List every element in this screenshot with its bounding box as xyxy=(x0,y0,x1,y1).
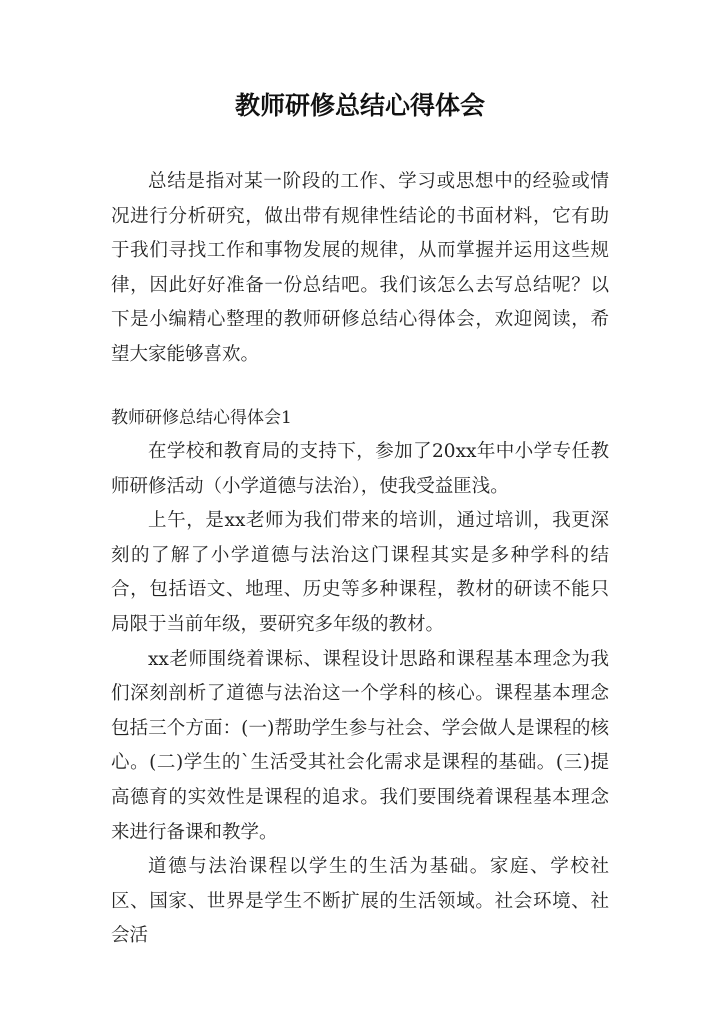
paragraph-2: 上午，是xx老师为我们带来的培训，通过培训，我更深刻的了解了小学道德与法治这门课程其实是多种学科的结合，包括语文、地理、历史等多种课程，教材的研读不能只局限于当前年级，要研究多年级的教材。 xyxy=(111,510,609,635)
section-content xyxy=(111,435,609,954)
intro-paragraph: 总结是指对某一阶段的工作、学习或思想中的经验或情况进行分析研究，做出带有规律性结论的书面材料，它有助于我们寻找工作和事物发展的规律，从而掌握并运用这些规律，因此好好准备一份总结吧。我们该怎么去写总结呢？以下是小编精心整理的教师研修总结心得体会，欢迎阅读，希望大家能够喜欢。 xyxy=(111,171,609,365)
section-heading: 教师研修总结心得体会1 xyxy=(111,408,292,428)
document-title: 教师研修总结心得体会 xyxy=(234,91,485,120)
paragraph-4: 道德与法治课程以学生的生活为基础。家庭、学校社区、国家、世界是学生不断扩展的生活领域。社会环境、社会活 xyxy=(111,856,609,947)
paragraph-3: xx老师围绕着课标、课程设计思路和课程基本理念为我们深刻剖析了道德与法治这一个学科的核心。课程基本理念包括三个方面：(一)帮助学生参与社会、学会做人是课程的核心。(二)学生的`生活受其社会化需求是课程的基础。(三)提高德育的实效性是课程的追求。我们要围绕着课程基本理念来进行备课和教学。 xyxy=(111,648,609,843)
intro-block xyxy=(111,165,609,373)
paragraph-1: 在学校和教育局的支持下，参加了20xx年中小学专任教师研修活动（小学道德与法治），使我受益匪浅。 xyxy=(111,441,609,497)
